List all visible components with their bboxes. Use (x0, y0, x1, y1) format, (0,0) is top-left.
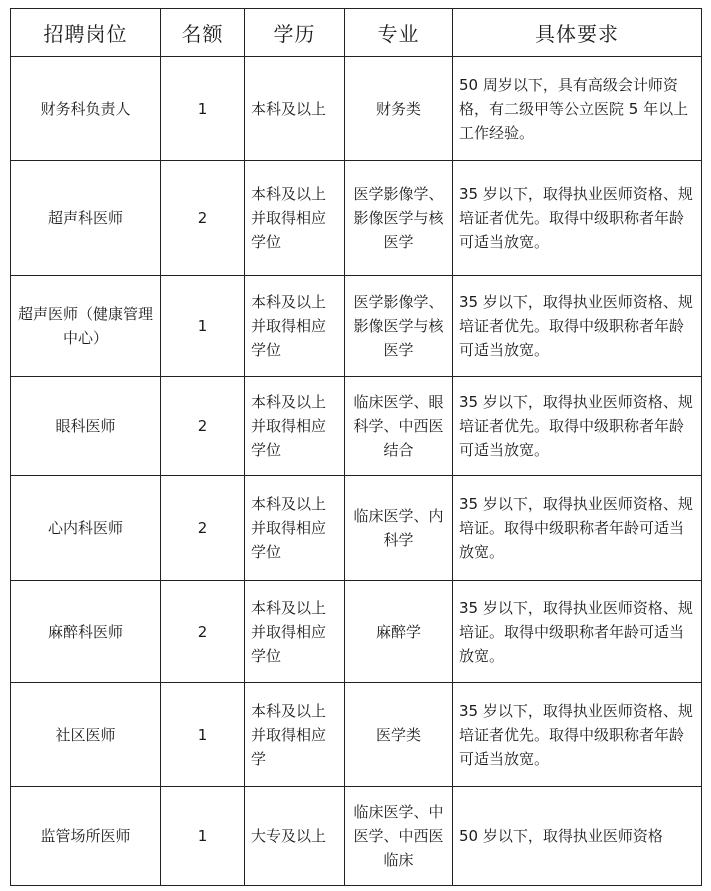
cell-count: 1 (161, 787, 245, 886)
cell-education: 大专及以上 (245, 787, 345, 886)
cell-count: 1 (161, 683, 245, 787)
table-row (11, 57, 702, 161)
cell-position: 社区医师 (11, 683, 161, 787)
header-row (11, 9, 702, 57)
cell-count: 2 (161, 476, 245, 581)
cell-major: 医学影像学、影像医学与核医学 (345, 161, 453, 276)
table-row (11, 787, 702, 886)
cell-education: 本科及以上并取得相应学位 (245, 377, 345, 476)
table-row (11, 476, 702, 581)
cell-position: 财务科负责人 (11, 57, 161, 161)
cell-position: 超声科医师 (11, 161, 161, 276)
cell-requirements: 35 岁以下，取得执业医师资格、规培证者优先。取得中级职称者年龄可适当放宽。 (453, 161, 702, 276)
cell-count: 1 (161, 57, 245, 161)
header-position: 招聘岗位 (11, 9, 161, 57)
cell-major: 医学类 (345, 683, 453, 787)
header-education: 学历 (245, 9, 345, 57)
cell-position: 眼科医师 (11, 377, 161, 476)
cell-count: 2 (161, 161, 245, 276)
table-row (11, 161, 702, 276)
cell-count: 2 (161, 377, 245, 476)
cell-education: 本科及以上 (245, 57, 345, 161)
cell-count: 1 (161, 276, 245, 377)
cell-major: 财务类 (345, 57, 453, 161)
recruitment-table (10, 8, 702, 886)
cell-major: 医学影像学、影像医学与核医学 (345, 276, 453, 377)
cell-position: 超声医师（健康管理中心） (11, 276, 161, 377)
cell-position: 监管场所医师 (11, 787, 161, 886)
cell-requirements: 35 岁以下，取得执业医师资格、规培证。取得中级职称者年龄可适当放宽。 (453, 581, 702, 683)
cell-requirements: 35 岁以下，取得执业医师资格、规培证。取得中级职称者年龄可适当放宽。 (453, 476, 702, 581)
cell-major: 临床医学、内科学 (345, 476, 453, 581)
cell-major: 麻醉学 (345, 581, 453, 683)
table-row (11, 377, 702, 476)
cell-education: 本科及以上并取得相应学 (245, 683, 345, 787)
cell-major: 临床医学、中医学、中西医临床 (345, 787, 453, 886)
cell-education: 本科及以上并取得相应学位 (245, 161, 345, 276)
cell-education: 本科及以上并取得相应学位 (245, 276, 345, 377)
cell-requirements: 50 周岁以下，具有高级会计师资格，有二级甲等公立医院 5 年以上工作经验。 (453, 57, 702, 161)
cell-education: 本科及以上并取得相应学位 (245, 581, 345, 683)
cell-education: 本科及以上并取得相应学位 (245, 476, 345, 581)
table-row (11, 581, 702, 683)
table-row (11, 276, 702, 377)
cell-position: 心内科医师 (11, 476, 161, 581)
cell-count: 2 (161, 581, 245, 683)
header-requirements: 具体要求 (453, 9, 702, 57)
cell-requirements: 35 岁以下，取得执业医师资格、规培证者优先。取得中级职称者年龄可适当放宽。 (453, 377, 702, 476)
table-row (11, 683, 702, 787)
cell-requirements: 35 岁以下，取得执业医师资格、规培证者优先。取得中级职称者年龄可适当放宽。 (453, 276, 702, 377)
cell-requirements: 35 岁以下，取得执业医师资格、规培证者优先。取得中级职称者年龄可适当放宽。 (453, 683, 702, 787)
cell-requirements: 50 岁以下，取得执业医师资格 (453, 787, 702, 886)
cell-position: 麻醉科医师 (11, 581, 161, 683)
recruitment-table-container (10, 8, 702, 886)
header-count: 名额 (161, 9, 245, 57)
cell-major: 临床医学、眼科学、中西医结合 (345, 377, 453, 476)
header-major: 专业 (345, 9, 453, 57)
